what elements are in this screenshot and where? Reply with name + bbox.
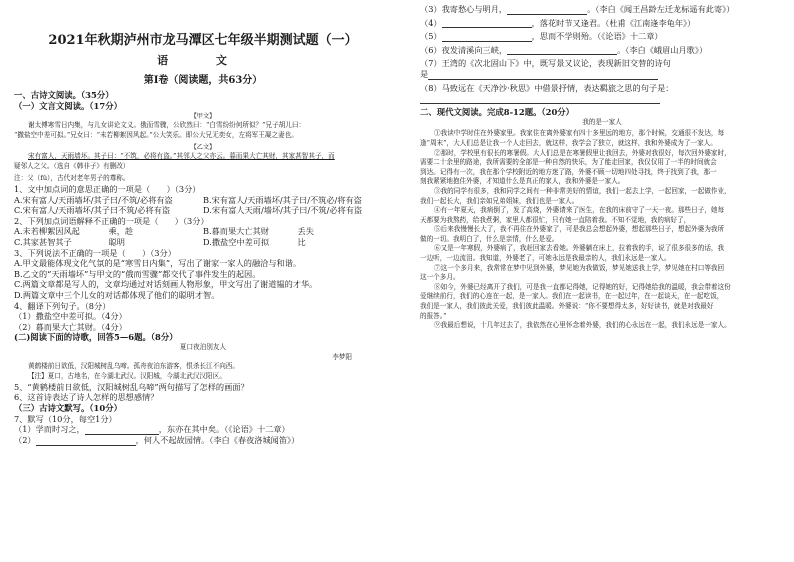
option-c: C.宋有富人/天雨墙坏/其子曰不筑/必将有盗 <box>14 205 171 216</box>
option-d: D.两篇文章中三个儿女的对话都体现了他们的聪明才智。 <box>14 289 220 300</box>
answer-blank[interactable] <box>85 426 159 435</box>
option-c-meaning: 聪明 <box>108 236 125 247</box>
article-line: ④有一年夏天，我病倒了，发了高烧，外婆请来了医生，在我的床前守了一天一夜。那些日子，她每 <box>434 206 725 215</box>
answer-blank[interactable] <box>442 19 532 28</box>
answer-blank[interactable] <box>507 6 587 15</box>
answer-blank[interactable] <box>507 46 617 55</box>
poem-title: 夏口夜泊别友人 <box>179 343 227 352</box>
option-d-meaning: 比 <box>297 236 306 247</box>
option-b: B.乙文的“天雨墙坏”与甲文的“俄而雪骤”都交代了事件发生的起因。 <box>14 268 261 279</box>
section-heading: 二、现代文阅读。完成8-12题。（20分） <box>420 106 575 117</box>
option-d: D.宋有富人天雨/墙坏/其子曰/不筑/必将有盗 <box>203 205 363 216</box>
article-line: ⑤后来我慢慢长大了，我不再住在外婆家了，可是我总会想起外婆，想起那些日子，想起外婆为我所 <box>434 225 725 234</box>
subsection-heading: （一）文言文阅读。（17分） <box>14 101 122 111</box>
volume-heading: 第Ⅰ卷（阅读题，共63分） <box>143 75 263 86</box>
right-column <box>420 4 784 331</box>
article-line: 天都要为我熬药，给我煮粥，家里人都很忙，只有她一直陪着我。不知不觉地，我的病好了， <box>420 215 691 224</box>
passage-label: 【乙文】 <box>190 144 216 152</box>
blank-line-7: 是 <box>420 69 784 80</box>
article-line: ⑨我最后想说，十几年过去了，我依然在心里怀念着外婆，我们的心永远在一起，我们永远是一家人。 <box>434 321 731 330</box>
article-title: 我的是一家人 <box>582 117 622 126</box>
article-line: ②那时，学校里有很长的寒暑假。大人们总是在寒暑假里让我回去，外婆对我很好，每次回外婆家时， <box>434 148 731 157</box>
question-7-8: （8）马致远在《天净沙·秋思》中借景抒情，表达羁旅之思的句子是： <box>420 82 674 93</box>
article-line: 需要二十余里的路途，我所需要的全部是一种自然的快乐，为了能走回家，我仅仅用了一半的时间就会 <box>420 158 717 167</box>
passage-line: “撒盐空中差可拟。”兄女曰：“未若柳絮因风起。”公大笑乐。即公大兄无奕女，左将军王凝之妻也。 <box>14 130 298 139</box>
section-heading: 一、古诗文阅读。（35分） <box>14 90 114 100</box>
article-line: ⑧如今，外婆已经离开了我们，可是我一直都记得她，记得她的好，记得她给我的温暖，我会带着这份 <box>434 282 731 291</box>
passage-label: 【甲文】 <box>190 113 216 120</box>
blank-line-2: （2） ，何人不起故园情。（李白《春夜洛城闻笛》） <box>14 435 300 446</box>
article-line: ⑦这一个多月来，我常常在梦中见到外婆，梦见她为我做饭，梦见她送我上学，梦见她在村口等我回 <box>434 263 725 272</box>
answer-blank[interactable] <box>442 33 532 42</box>
article-line: ①我读中学时住在外婆家里。我家住在离外婆家有四十多里远的地方，那个时候，交通很不发达，每 <box>434 129 725 138</box>
article-line: 的报答。” <box>420 311 447 320</box>
poem-note: 【注】夏口，古地名，在今湖北武汉。汉阳城，今湖北武汉汉阳区。 <box>28 372 226 381</box>
option-c: C.其家甚智其子 <box>14 236 72 247</box>
question-7: 7、默写（10分，每空1分） <box>14 413 117 424</box>
option-b: B.宋有富人/天雨墙坏/其子曰/不筑必/将有盗 <box>203 194 362 205</box>
question-4: 4、翻译下列句子。（8分） <box>14 300 111 311</box>
question-5: 5、“黄鹤楼前日欲低，汉阳城树乱乌啼”两句描写了怎样的画面？ <box>14 381 249 392</box>
article-line: 一边听，一边流泪。我知道，外婆老了，可她永远是我最亲的人，我们永远是一家人。 <box>420 254 671 263</box>
exam-title: 2021年秋期泸州市龙马潭区七年级半期测试题（一） <box>48 33 358 48</box>
blank-line-8 <box>420 93 784 104</box>
article-line: 逢“周末”，大人们总是让我一个人走回去，就这样，我学会了独立，就这样，我和外婆成为了一家人。 <box>420 138 717 147</box>
answer-blank[interactable] <box>36 437 136 446</box>
question-1: 1、文中加点词的意思正确的一项是（ ）（3分） <box>14 183 201 194</box>
question-options <box>14 205 392 216</box>
article-line: 到达。记得有一次，我在那个学校附近的地方迷了路，外婆不顾一切地四处寻找，终于找到了我，那一 <box>420 167 717 176</box>
article-line: 我们一起长大，我们亲如兄弟姐妹，我们也是一家人。 <box>420 196 579 205</box>
blank-line-3: （3）我寄愁心与明月， 。（李白《闻王昌龄左迁龙标遥有此寄》） <box>420 4 735 14</box>
option-c: C.两篇文章都是写人的，文章均通过对话刻画人物形象，甲文写出了谢道韫的才华。 <box>14 279 318 290</box>
left-column <box>14 4 392 446</box>
article-line: ⑥又是一年寒假，外婆病了，我赶回家去看她。外婆躺在床上，拉着我的手，说了很多很多的话，我 <box>434 244 725 253</box>
option-a: A.宋有富人/天雨墙坏/其子曰/不筑/必将有盗 <box>14 194 173 205</box>
blank-line-1: （1）学而时习之， ，东亦在其中矣。（《论语》十二章） <box>14 424 290 435</box>
poem-line: 黄鹤楼前日欲低，汉阳城树乱乌啼。孤舟夜泊东游客，恨杀长江不向西。 <box>28 362 239 371</box>
article-line: 我们是一家人，我们彼此关爱，我们彼此温暖。外婆说：“你不要想得太多，好好读书，就是对我最好 <box>420 302 714 311</box>
passage-line: 疑邻人之父。（选自《韩非子》有删改） <box>14 161 130 170</box>
question-6: 6、这首诗表达了诗人怎样的思想感情？ <box>14 392 159 403</box>
question-2: 2、下列加点词语解释不正确的一项是（ ）（3分） <box>14 215 209 226</box>
passage-line: 谢太傅寒雪日内集，与儿女讲论文义。俄而雪骤，公欣然曰：“白雪纷纷何所似？”兄子胡儿曰： <box>28 121 306 129</box>
poem-author: 李梦阳 <box>332 352 352 361</box>
question-3: 3、下列说法不正确的一项是（ ）（3分） <box>14 247 176 258</box>
subsection-heading: (二)阅读下面的诗歌，回答5—6题。（8分） <box>14 332 178 343</box>
subject-heading: 语 文 <box>157 54 249 67</box>
passage-line: 宋有富人，天雨墙坏。其子曰：“不筑，必将有盗。”其邻人之父亦云。暮而果大亡其财，其家甚智其子，而 <box>28 152 335 161</box>
answer-blank[interactable] <box>420 95 660 104</box>
blank-line-5: （5） ，思而不学则殆。（《论语》十二章） <box>420 31 663 42</box>
question-4-part-1: （1）撒盐空中差可拟。（4分） <box>14 311 127 322</box>
subsection-heading: （三）古诗文默写。（10分） <box>14 402 122 413</box>
option-b-meaning: 丢失 <box>297 226 314 237</box>
option-d: D.撒盐空中差可拟 <box>203 236 270 247</box>
article-line: 这一个多月。 <box>420 273 460 282</box>
option-b: B.暮而果大亡其财 <box>203 226 269 237</box>
question-options <box>14 226 392 237</box>
answer-blank[interactable] <box>428 71 658 80</box>
option-a-meaning: 乘，趁 <box>108 226 134 237</box>
blank-line-6: （6）夜发清溪向三峡， 。（李白《峨眉山月歌》） <box>420 44 708 55</box>
option-a: A.未若柳絮因风起 <box>14 226 80 237</box>
option-a: A.甲文最能体现文化气氛的是“寒雪日内集”，写出了谢家一家人的融洽与和谐。 <box>14 258 302 269</box>
question-options <box>14 195 392 206</box>
question-options <box>14 237 392 248</box>
article-line: 爱继续前行，我们的心连在一起，是一家人。我们在一起读书，在一起过年，在一起谈天，在一起吃饭， <box>420 292 724 301</box>
blank-line-4: （4） ，落花时节又逢君。（杜甫《江南逢李龟年》） <box>420 17 696 28</box>
article-line: ③我的同学有很多，我和同学之间有一种非常美好的情谊，我们一起去上学，一起回家，一起做作业， <box>434 186 731 195</box>
annotation-note: 注：父（fǔ），古代对老年男子的尊称。 <box>14 174 130 183</box>
question-7-7: （7）王湾的《次北固山下》中，既写景又议论，表现新旧交替的诗句 <box>420 58 671 69</box>
article-line: 做的一切。我明白了，什么是亲情，什么是爱。 <box>420 234 559 243</box>
question-4-part-2: （2）暮而果大亡其财。（4分） <box>14 321 127 332</box>
article-line: 刻我紧紧地抱住外婆，才知道什么是真正的家人，我和外婆是一家人。 <box>420 177 625 186</box>
